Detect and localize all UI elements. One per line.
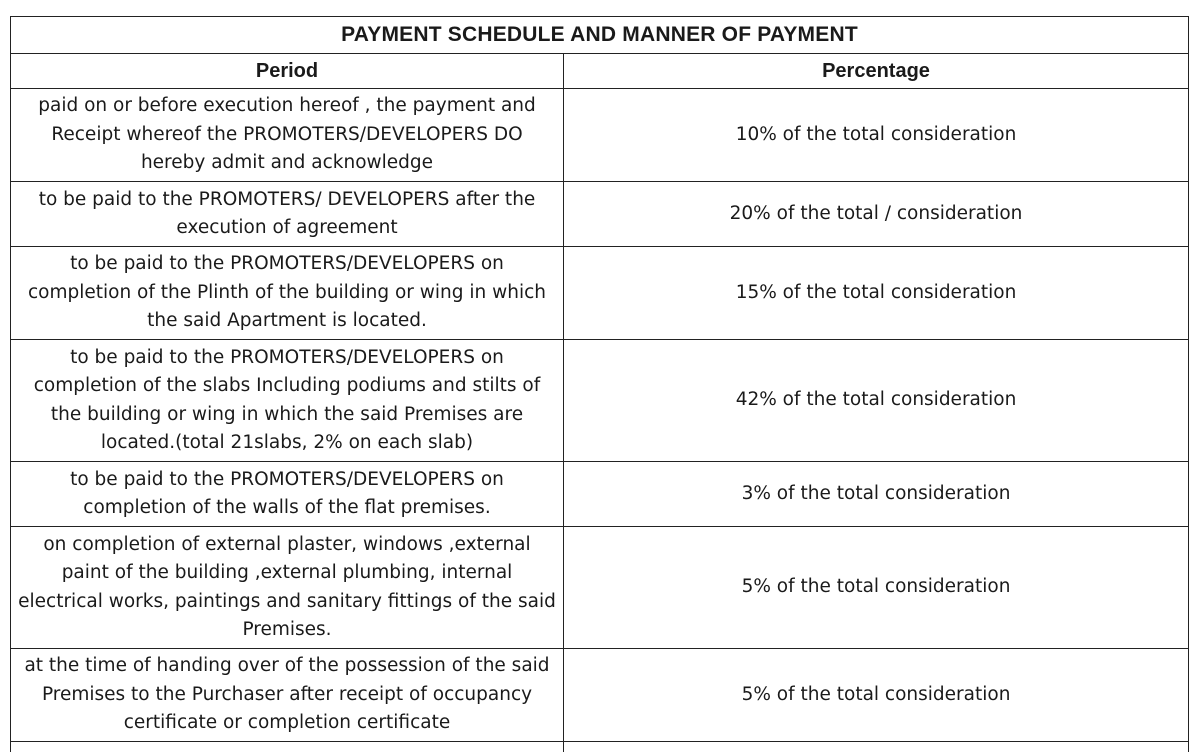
percentage-cell: 5% of the total consideration — [564, 527, 1189, 649]
period-cell: to be paid to the PROMOTERS/DEVELOPERS on completion of the slabs Including podiums and stilts of the building or wing in which the said Premises are located.(total 21slabs, 2% on each slab) — [11, 340, 564, 462]
payment-schedule-table — [10, 16, 1189, 752]
table-row — [11, 462, 1189, 527]
period-cell: on completion of external plaster, windows ,external paint of the building ,external plumbing, internal electrical works, paintings and sanitary fittings of the said Premises. — [11, 527, 564, 649]
percentage-cell: 15% of the total consideration — [564, 247, 1189, 340]
header-row — [11, 54, 1189, 89]
table-row — [11, 247, 1189, 340]
period-cell: to be paid to the PROMOTERS/DEVELOPERS on completion of the Plinth of the building or wing in which the said Apartment is located. — [11, 247, 564, 340]
percentage-cell: 3% of the total consideration — [564, 462, 1189, 527]
table-row — [11, 649, 1189, 742]
percentage-cell: 5% of the total consideration — [564, 649, 1189, 742]
period-cell-empty — [11, 742, 564, 752]
table-row — [11, 182, 1189, 247]
header-period: Period — [11, 54, 564, 89]
table-row — [11, 527, 1189, 649]
table-row — [11, 89, 1189, 182]
percentage-cell: 42% of the total consideration — [564, 340, 1189, 462]
table-row-cutoff — [11, 742, 1189, 752]
period-cell: to be paid to the PROMOTERS/ DEVELOPERS after the execution of agreement — [11, 182, 564, 247]
header-percentage: Percentage — [564, 54, 1189, 89]
table-row — [11, 340, 1189, 462]
percentage-cell: 20% of the total / consideration — [564, 182, 1189, 247]
period-cell: at the time of handing over of the possession of the said Premises to the Purchaser after receipt of occupancy certificate or completion certificate — [11, 649, 564, 742]
title-row — [11, 17, 1189, 54]
percentage-cell: 10% of the total consideration — [564, 89, 1189, 182]
period-cell: paid on or before execution hereof , the payment and Receipt whereof the PROMOTERS/DEVELOPERS DO hereby admit and acknowledge — [11, 89, 564, 182]
period-cell: to be paid to the PROMOTERS/DEVELOPERS on completion of the walls of the flat premises. — [11, 462, 564, 527]
percentage-cell-empty — [564, 742, 1189, 752]
table-title: PAYMENT SCHEDULE AND MANNER OF PAYMENT — [11, 17, 1189, 54]
